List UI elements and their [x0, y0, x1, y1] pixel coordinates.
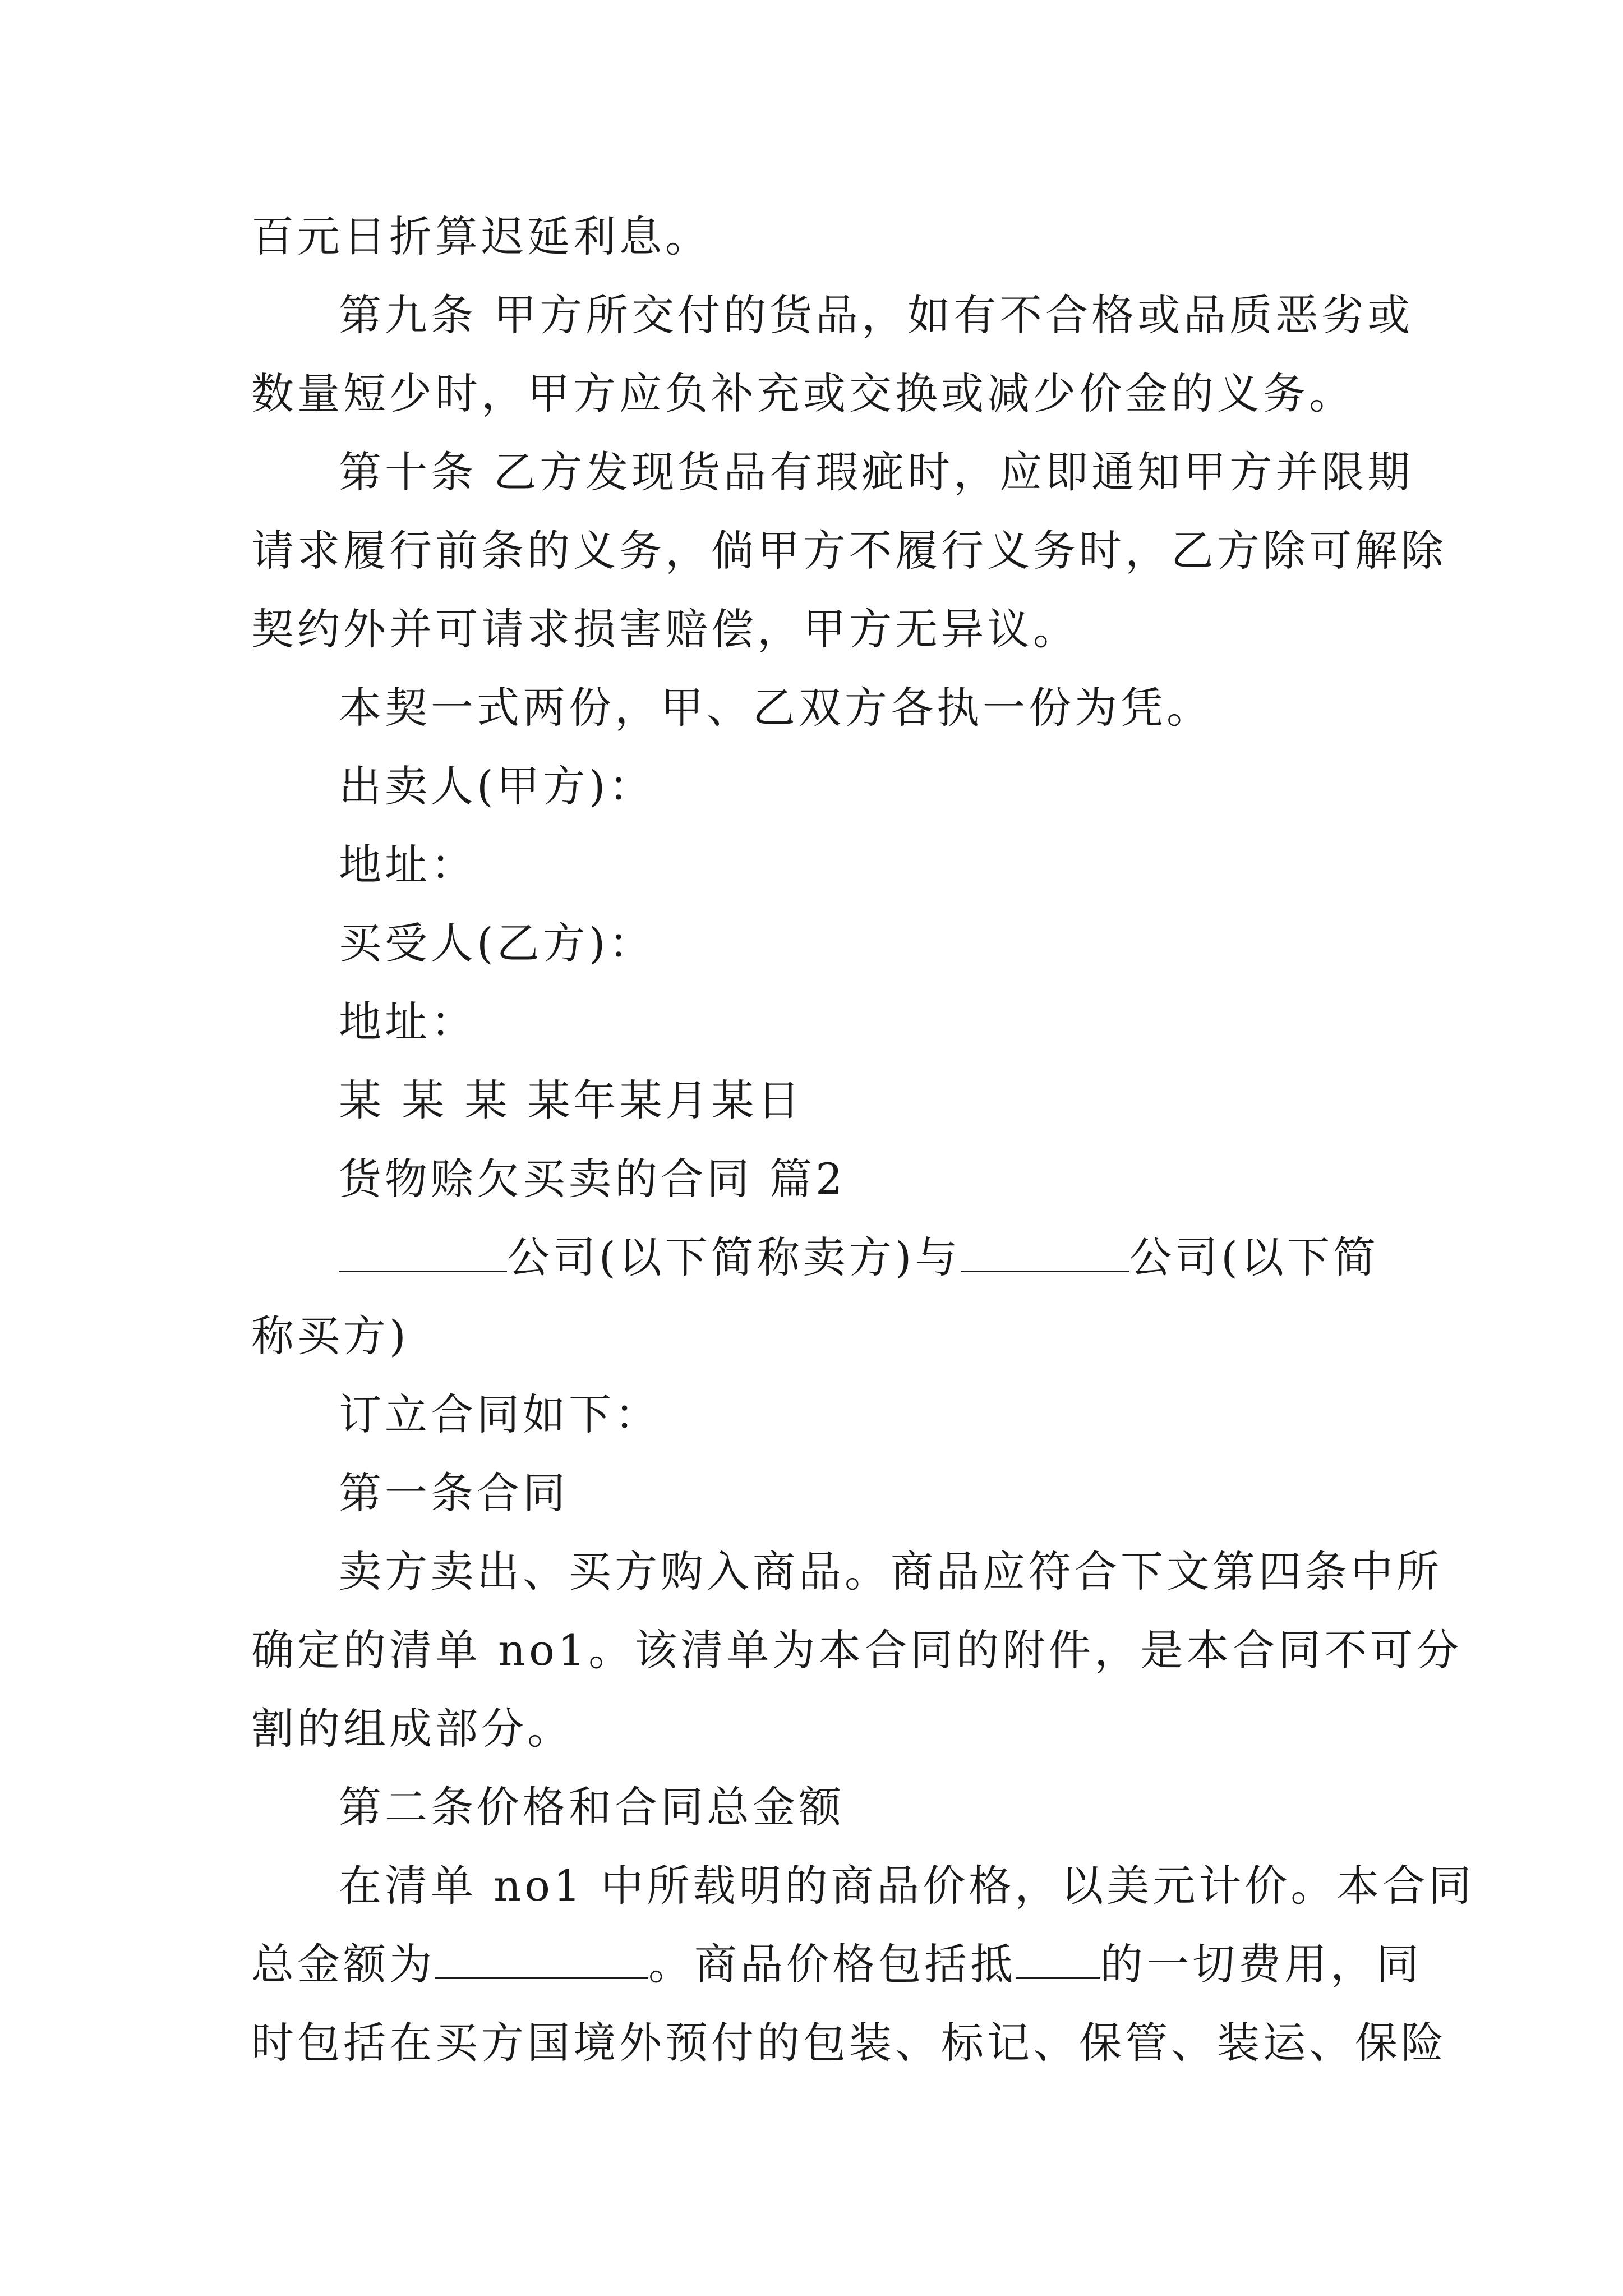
blank-field [435, 1939, 648, 1979]
paragraph-line: 数量短少时，甲方应负补充或交换或减少价金的义务。 [251, 369, 1355, 418]
paragraph-line: 请求履行前条的义务，倘甲方不履行义务时，乙方除可解除 [251, 526, 1447, 576]
blank-field [339, 1232, 507, 1272]
paragraph-line: 本契一式两份，甲、乙双方各执一份为凭。 [339, 683, 1212, 733]
paragraph-line: 订立合同如下： [339, 1389, 661, 1439]
parties-line [339, 1230, 1395, 1286]
amount-prefix: 总金额为 [251, 1939, 435, 1989]
seller-label: 出卖人(甲方)： [339, 761, 655, 811]
article-heading: 第一条合同 [339, 1468, 569, 1518]
paragraph-line: 第九条 甲方所交付的货品，如有不合格或品质恶劣或 [339, 290, 1414, 340]
buyer-label: 买受人(乙方)： [339, 918, 655, 968]
paragraph-line: 称买方) [251, 1311, 409, 1361]
amount-line [251, 1936, 1422, 1993]
parties-text-a: 公司(以下简称卖方)与 [507, 1232, 961, 1282]
paragraph-line: 百元日折算迟延利息。 [251, 211, 711, 261]
seller-address-label: 地址： [339, 840, 477, 890]
article-heading: 第二条价格和合同总金额 [339, 1782, 845, 1832]
paragraph-line: 在清单 no1 中所载明的商品价格，以美元计价。本合同 [339, 1861, 1475, 1911]
paragraph-line: 卖方卖出、买方购入商品。商品应符合下文第四条中所 [339, 1547, 1442, 1596]
section-heading: 货物赊欠买卖的合同 篇2 [339, 1154, 846, 1204]
paragraph-line: 确定的清单 no1。该清单为本合同的附件，是本合同不可分 [251, 1625, 1463, 1675]
amount-mid: 。商品价格包括抵 [648, 1939, 1016, 1989]
blank-field [1016, 1939, 1100, 1979]
parties-text-b: 公司(以下简 [1129, 1232, 1379, 1282]
signature-date-line: 某 某 某 某年某月某日 [339, 1075, 804, 1125]
blank-field [961, 1232, 1129, 1272]
amount-suffix: 的一切费用，同 [1100, 1939, 1422, 1989]
paragraph-line: 时包括在买方国境外预付的包装、标记、保管、装运、保险 [251, 2018, 1447, 2068]
paragraph-line: 割的组成部分。 [251, 1704, 573, 1754]
paragraph-line: 第十条 乙方发现货品有瑕疵时，应即通知甲方并限期 [339, 447, 1414, 497]
buyer-address-label: 地址： [339, 997, 477, 1047]
paragraph-line: 契约外并可请求损害赔偿，甲方无异议。 [251, 604, 1079, 654]
